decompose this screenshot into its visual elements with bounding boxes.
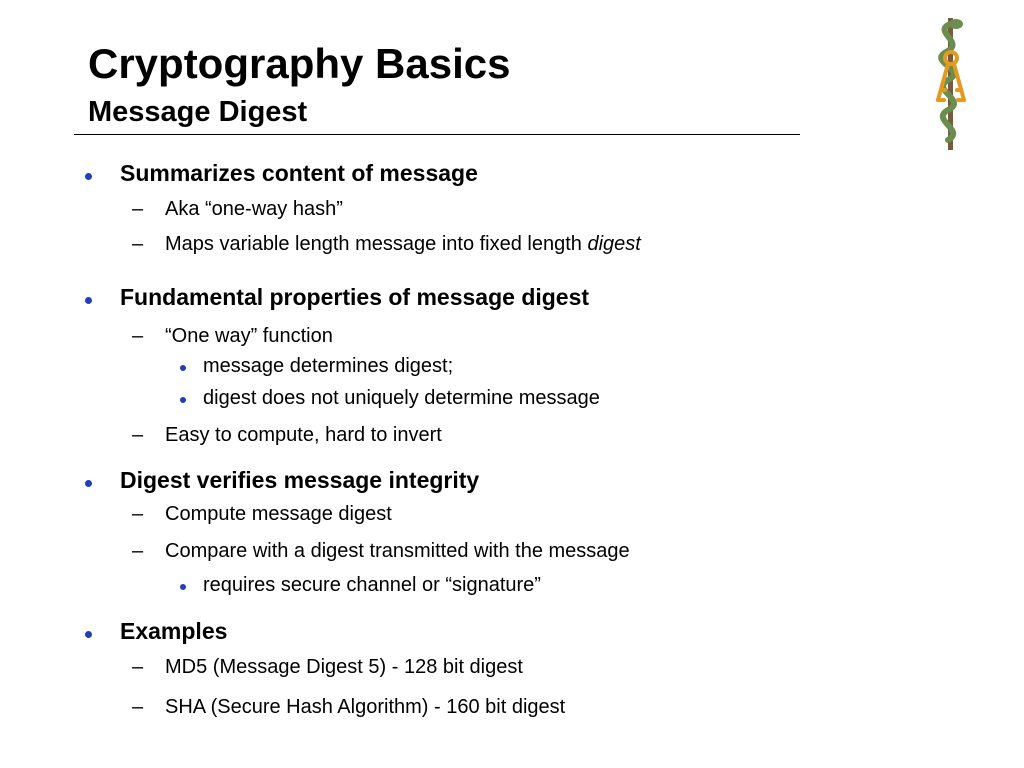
bullet-dot bbox=[85, 480, 92, 487]
bullet-dot bbox=[85, 631, 92, 638]
bullet-dot bbox=[85, 297, 92, 304]
slide-title: Cryptography Basics bbox=[88, 40, 511, 87]
sub-bullet-one-way: “One way” function bbox=[165, 325, 333, 347]
caduceus-keys-icon bbox=[922, 14, 978, 152]
sub-bullet-maps bbox=[165, 232, 641, 256]
bullet-examples: Examples bbox=[120, 618, 228, 644]
sub-bullet-maps-text: Maps variable length message into fixed length bbox=[165, 233, 588, 255]
sub-bullet-compute: Compute message digest bbox=[165, 503, 392, 525]
bullet-summarizes: Summarizes content of message bbox=[120, 160, 478, 186]
dash-marker: – bbox=[132, 696, 144, 718]
bullet-dot bbox=[85, 173, 92, 180]
sub-sub-bullet-not-unique: digest does not uniquely determine message bbox=[203, 387, 600, 409]
bullet-dot bbox=[180, 397, 186, 403]
dash-marker: – bbox=[132, 424, 144, 446]
sub-bullet-compare: Compare with a digest transmitted with the message bbox=[165, 540, 630, 562]
dash-marker: – bbox=[132, 540, 144, 562]
sub-sub-bullet-secure-channel: requires secure channel or “signature” bbox=[203, 574, 541, 596]
bullet-dot bbox=[180, 584, 186, 590]
bullet-dot bbox=[180, 365, 186, 371]
sub-bullet-aka: Aka “one-way hash” bbox=[165, 198, 343, 220]
bullet-fundamental: Fundamental properties of message digest bbox=[120, 284, 590, 310]
dash-marker: – bbox=[132, 198, 144, 220]
dash-marker: – bbox=[132, 233, 144, 255]
dash-marker: – bbox=[132, 656, 144, 678]
sub-bullet-sha: SHA (Secure Hash Algorithm) - 160 bit digest bbox=[165, 696, 566, 718]
emphasis-digest: digest bbox=[587, 233, 641, 255]
sub-bullet-md5: MD5 (Message Digest 5) - 128 bit digest bbox=[165, 656, 523, 678]
slide-subtitle: Message Digest bbox=[88, 96, 308, 128]
sub-bullet-easy: Easy to compute, hard to invert bbox=[165, 424, 442, 446]
title-divider bbox=[74, 134, 800, 135]
dash-marker: – bbox=[132, 503, 144, 525]
dash-marker: – bbox=[132, 325, 144, 347]
bullet-verifies: Digest verifies message integrity bbox=[120, 467, 480, 493]
sub-sub-bullet-determines: message determines digest; bbox=[203, 355, 454, 377]
